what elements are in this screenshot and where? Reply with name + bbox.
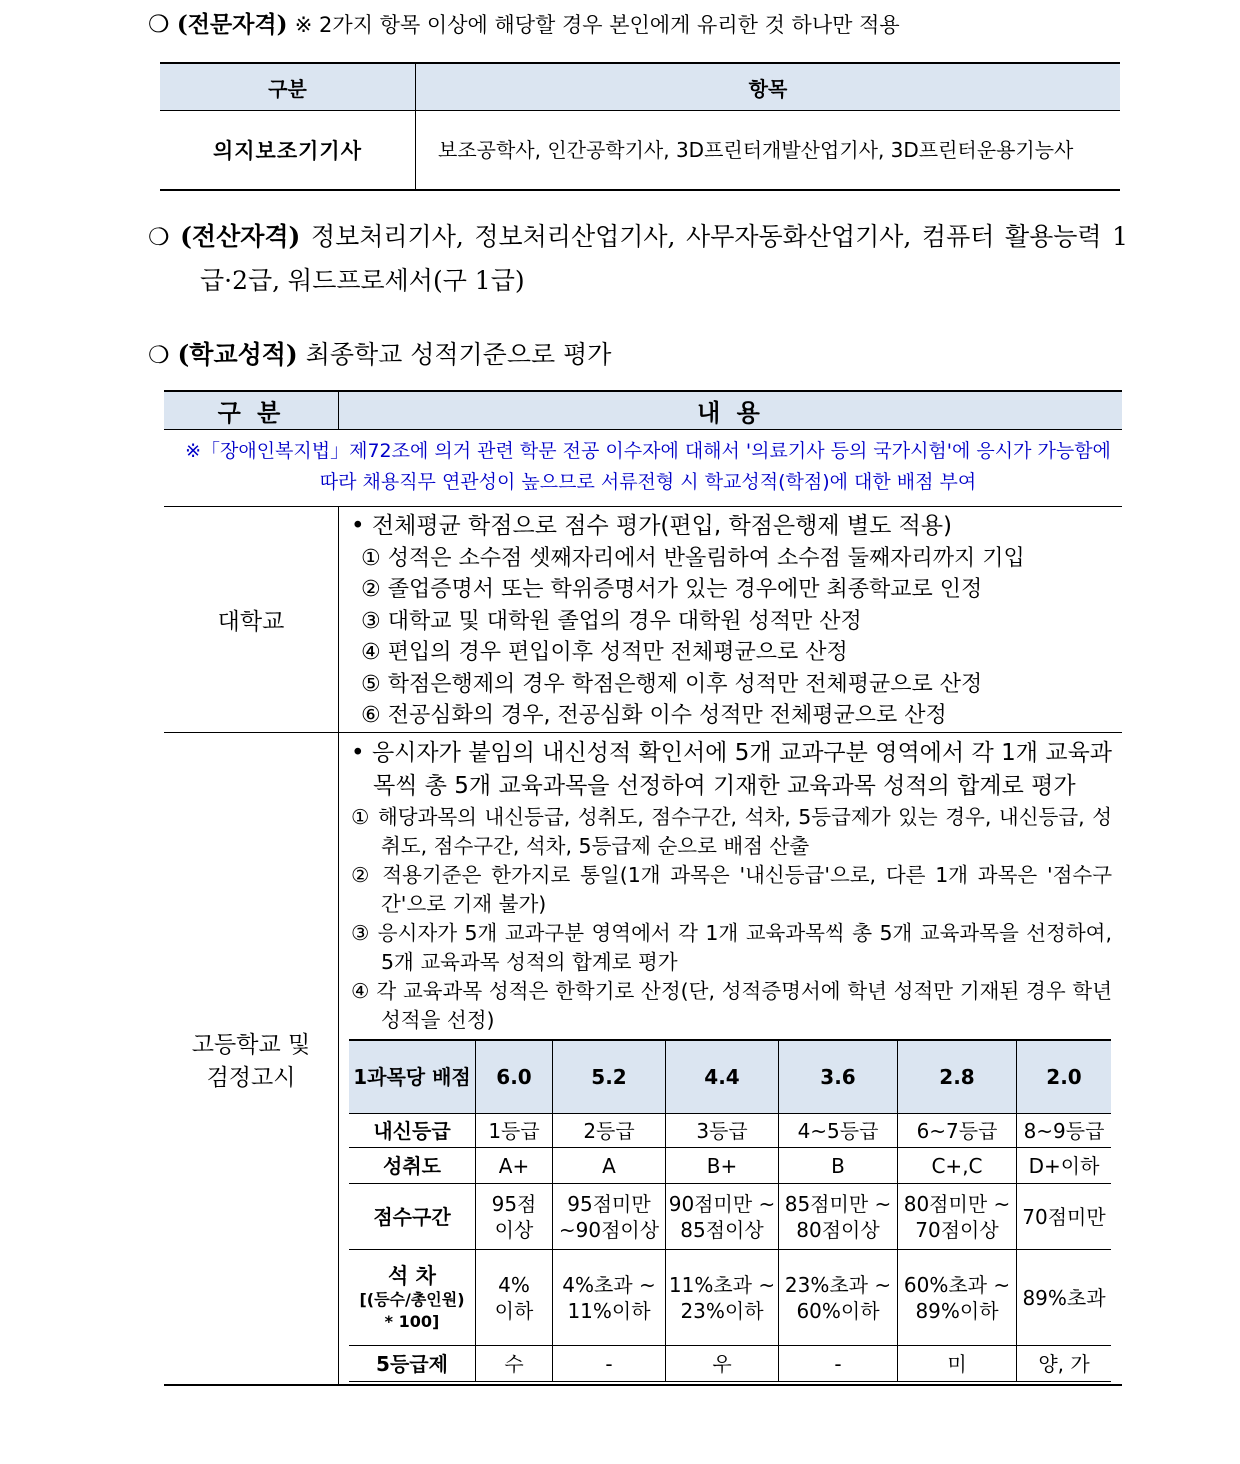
- university-item: ⑥ 전공심화의 경우, 전공심화 이수 성적만 전체평균으로 산정: [361, 703, 947, 728]
- university-item: ③ 대학교 및 대학원 졸업의 경우 대학원 성적만 산정: [361, 608, 862, 634]
- circle-bullet-icon: ❍: [148, 341, 170, 369]
- highschool-row: [164, 733, 1122, 1386]
- university-item: ⑤ 학점은행제의 경우 학점은행제 이후 성적만 전체평균으로 산정: [361, 671, 983, 697]
- cell: B+: [666, 1148, 779, 1184]
- cell: 2등급: [553, 1114, 666, 1148]
- cell: A: [553, 1148, 666, 1184]
- col-header-items: 항목: [416, 63, 1121, 111]
- row-sublabel: [(등수/총인원) * 100]: [359, 1289, 465, 1331]
- cell: 80점미만 ~ 70점이상: [898, 1184, 1017, 1250]
- cell: 95점 이상: [476, 1184, 553, 1250]
- col-header-category: 구 분: [164, 391, 339, 430]
- score-value: 5.2: [553, 1040, 666, 1114]
- cell: 3등급: [666, 1114, 779, 1148]
- cell: 6~7등급: [898, 1114, 1017, 1148]
- cell: 8~9등급: [1017, 1114, 1112, 1148]
- table-row: [349, 1184, 1111, 1250]
- row-category: 의지보조기기사: [160, 111, 416, 191]
- cell: C+,C: [898, 1148, 1017, 1184]
- section-heading: (전문자격): [176, 11, 288, 38]
- notice-text: ※「장애인복지법」제72조에 의거 관련 학문 전공 이수자에 대해서 '의료기사 등의 국가시험'에 응시가 가능함에 따라 채용직무 연관성이 높으므로 서류전형 시 학교성적(학점)에 대한 배점 부여: [164, 430, 1122, 507]
- notice-row: [164, 430, 1122, 507]
- university-label: 대학교: [164, 507, 339, 733]
- university-item: ② 졸업증명서 또는 학위증명서가 있는 경우에만 최종학교로 인정: [361, 577, 983, 602]
- table-row: [349, 1250, 1111, 1346]
- section-pro-cert-title: [148, 6, 900, 39]
- cell: 4~5등급: [779, 1114, 898, 1148]
- score-header-row: [349, 1040, 1111, 1114]
- score-value: 6.0: [476, 1040, 553, 1114]
- table-header-row: [160, 63, 1120, 111]
- col-header-content: 내 용: [339, 391, 1123, 430]
- highschool-item: ④ 각 교육과목 성적은 한학기로 산정(단, 성적증명서에 학년 성적만 기재된 경우 학년 성적을 선정): [351, 979, 1112, 1032]
- section-grades-title: [148, 335, 611, 371]
- table-row: [160, 111, 1120, 191]
- section-text: 정보처리기사, 정보처리산업기사, 사무자동화산업기사, 컴퓨터 활용능력 1급·2급, 워드프로세서(구 1급): [200, 222, 1129, 295]
- cell: 4% 이하: [476, 1250, 553, 1346]
- cell: 미: [898, 1346, 1017, 1382]
- score-value: 3.6: [779, 1040, 898, 1114]
- row-label: 점수구간: [349, 1184, 476, 1250]
- circle-bullet-icon: ❍: [148, 10, 170, 38]
- cell: 23%초과 ~ 60%이하: [779, 1250, 898, 1346]
- row-label-rank: [349, 1250, 476, 1346]
- cell: -: [779, 1346, 898, 1382]
- row-label: 석 차: [388, 1263, 436, 1288]
- table-row: [349, 1148, 1111, 1184]
- cell: 4%초과 ~ 11%이하: [553, 1250, 666, 1346]
- score-value: 2.0: [1017, 1040, 1112, 1114]
- cell: 90점미만 ~ 85점이상: [666, 1184, 779, 1250]
- cell: 60%초과 ~ 89%이하: [898, 1250, 1017, 1346]
- cell: 수: [476, 1346, 553, 1382]
- row-label: 성취도: [349, 1148, 476, 1184]
- circle-bullet-icon: ❍: [148, 223, 170, 251]
- cell: B: [779, 1148, 898, 1184]
- col-header-category: 구분: [160, 63, 416, 111]
- row-items: 보조공학사, 인간공학기사, 3D프린터개발산업기사, 3D프린터운용기능사: [416, 111, 1121, 191]
- cell: A+: [476, 1148, 553, 1184]
- highschool-content: [339, 733, 1123, 1386]
- grades-table: [164, 390, 1122, 1386]
- cell: -: [553, 1346, 666, 1382]
- table-header-row: [164, 391, 1122, 430]
- cell: 11%초과 ~ 23%이하: [666, 1250, 779, 1346]
- section-text: 최종학교 성적기준으로 평가: [305, 340, 612, 369]
- cell: 1등급: [476, 1114, 553, 1148]
- score-value: 2.8: [898, 1040, 1017, 1114]
- university-item: ④ 편입의 경우 편입이후 성적만 전체평균으로 산정: [361, 640, 848, 665]
- cell: 89%초과: [1017, 1250, 1112, 1346]
- cell: 85점미만 ~ 80점이상: [779, 1184, 898, 1250]
- cell: 95점미만 ~90점이상: [553, 1184, 666, 1250]
- highschool-item: ② 적용기준은 한가지로 통일(1개 과목은 '내신등급'으로, 다른 1개 과목은 '점수구간'으로 기재 불가): [351, 863, 1112, 916]
- university-item: ① 성적은 소수점 셋째자리에서 반올림하여 소수점 둘째자리까지 기입: [361, 545, 1025, 571]
- section-heading: (학교성적): [177, 340, 298, 369]
- cell: D+이하: [1017, 1148, 1112, 1184]
- university-content: [339, 507, 1123, 733]
- pro-cert-table: [160, 62, 1120, 191]
- section-heading: (전산자격): [180, 222, 301, 251]
- score-table: [349, 1039, 1111, 1382]
- highschool-item: ③ 응시자가 5개 교과구분 영역에서 각 1개 교육과목씩 총 5개 교육과목을 선정하여, 5개 교육과목 성적의 합계로 평가: [351, 921, 1112, 974]
- cell: 우: [666, 1346, 779, 1382]
- table-row: [349, 1346, 1111, 1382]
- score-header-label: 1과목당 배점: [349, 1040, 476, 1114]
- university-main: • 전체평균 학점으로 점수 평가(편입, 학점은행제 별도 적용): [351, 513, 953, 539]
- row-label: 5등급제: [349, 1346, 476, 1382]
- highschool-main: • 응시자가 붙임의 내신성적 확인서에 5개 교과구분 영역에서 각 1개 교육과목씩 총 5개 교육과목을 선정하여 기재한 교육과목 성적의 합계로 평가: [351, 740, 1112, 799]
- table-row: [349, 1114, 1111, 1148]
- score-value: 4.4: [666, 1040, 779, 1114]
- cell: 70점미만: [1017, 1184, 1112, 1250]
- university-row: [164, 507, 1122, 733]
- highschool-label: 고등학교 및 검정고시: [164, 733, 339, 1386]
- row-label: 내신등급: [349, 1114, 476, 1148]
- cell: 양, 가: [1017, 1346, 1112, 1382]
- highschool-item: ① 해당과목의 내신등급, 성취도, 점수구간, 석차, 5등급제가 있는 경우, 내신등급, 성취도, 점수구간, 석차, 5등급제 순으로 배점 산출: [351, 805, 1112, 858]
- section-computer-cert: [148, 215, 1128, 303]
- section-note: ※ 2가지 항목 이상에 해당할 경우 본인에게 유리한 것 하나만 적용: [294, 13, 900, 37]
